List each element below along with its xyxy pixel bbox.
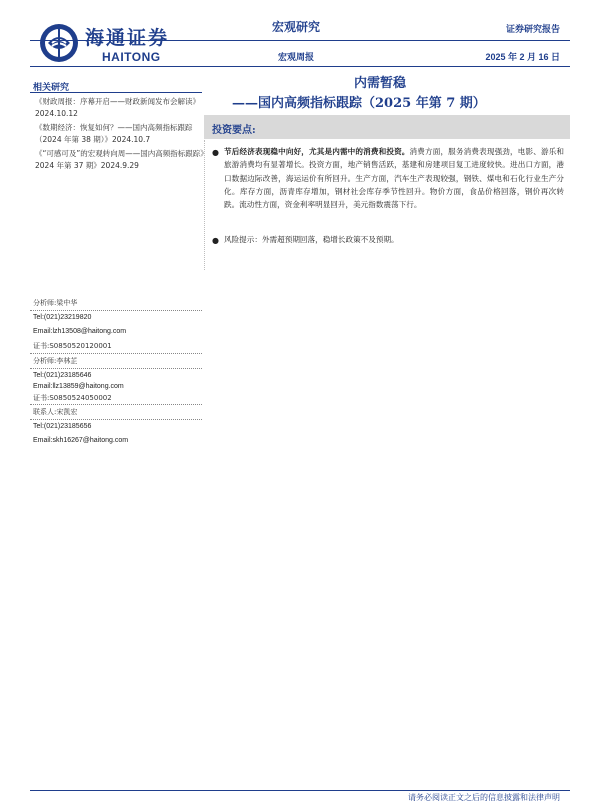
report-date: 2025 年 2 月 16 日: [485, 52, 560, 62]
risk-warning: 风险提示：外需超预期回落，稳增长政策不及预期。: [224, 235, 399, 244]
report-subcategory: 宏观周报: [278, 53, 315, 63]
analyst-cert: 证书:S0850524050002: [33, 394, 112, 402]
contact-divider: [30, 404, 202, 405]
logo-cn-text: 海通证券: [85, 27, 170, 49]
analyst-cert: 证书:S0850520120001: [33, 342, 112, 350]
analyst-name: 分析师:梁中华: [33, 299, 78, 307]
related-item[interactable]: 《数期经济：恢复如何？——国内高频指标跟踪（2024 年第 38 期）》2024.10.7: [35, 123, 193, 144]
analyst-email[interactable]: Email:llz13859@haitong.com: [33, 383, 124, 390]
analyst-tel: Tel:(021)23219820: [33, 314, 92, 321]
investment-highlights-header: [204, 115, 570, 139]
highlight-lead: 节后经济表现稳中向好，尤其是内需中的消费和投资。: [224, 147, 410, 156]
related-divider: [30, 92, 202, 93]
contact-divider: [30, 353, 202, 354]
analyst-name: 分析师:李林芷: [33, 357, 78, 365]
report-subtitle: ——国内高频指标跟踪（2025 年第 7 期）: [232, 96, 486, 111]
footer-divider: [30, 790, 570, 791]
highlight-paragraph: [224, 145, 564, 211]
contact-email[interactable]: Email:skh16267@haitong.com: [33, 437, 129, 444]
logo-en-text: HAITONG: [102, 50, 161, 64]
header-divider-top: [30, 40, 570, 41]
related-item[interactable]: 《“可感可及”的宏观转向周——国内高频指标跟踪》2024 年第 37 期》2024.9.29: [35, 149, 205, 170]
header-divider-bottom: [30, 66, 570, 67]
contact-divider: [30, 310, 202, 311]
content-dotted-divider: [204, 140, 205, 270]
report-type: 证券研究报告: [505, 25, 560, 35]
investment-highlights-label: 投资要点:: [212, 125, 256, 136]
contact-divider: [30, 419, 202, 420]
analyst-email[interactable]: Email:lzh13508@haitong.com: [33, 328, 127, 335]
haitong-emblem-icon: [38, 22, 80, 64]
haitong-logo: [38, 22, 188, 68]
highlight-body: 消费方面，服务消费表现强劲，电影、游乐和旅游消费均有显著增长。投资方面，地产销售活跃，基建和房建项目复工进度较快。进出口方面，港口数据边际改善，海运运价有所回升。生产方面，汽车生产表现较强，钢铁、煤电和石化行业生产分化。库存方面，沥青库存增加，钢材社会库存季节性回升。物价方面，食品价格回落，钢价再次转跌。流动性方面，资金利率明显回升，美元指数震荡下行。: [224, 147, 564, 210]
analyst-tel: Tel:(021)23185646: [33, 372, 92, 379]
related-research-title: 相关研究: [33, 83, 70, 93]
bullet-icon: ●: [212, 236, 219, 245]
contact-name: 联系人:宋凯宏: [33, 408, 78, 416]
contact-divider: [30, 368, 202, 369]
report-category: 宏观研究: [272, 20, 321, 34]
footer-disclaimer[interactable]: 请务必阅读正文之后的信息披露和法律声明: [408, 793, 560, 802]
contact-tel: Tel:(021)23185656: [33, 423, 92, 430]
related-item[interactable]: 《财政周报：序幕开启——财政新闻发布会解读》2024.10.12: [35, 97, 200, 118]
bullet-icon: ●: [212, 148, 219, 157]
report-title: 内需暂稳: [354, 76, 407, 91]
